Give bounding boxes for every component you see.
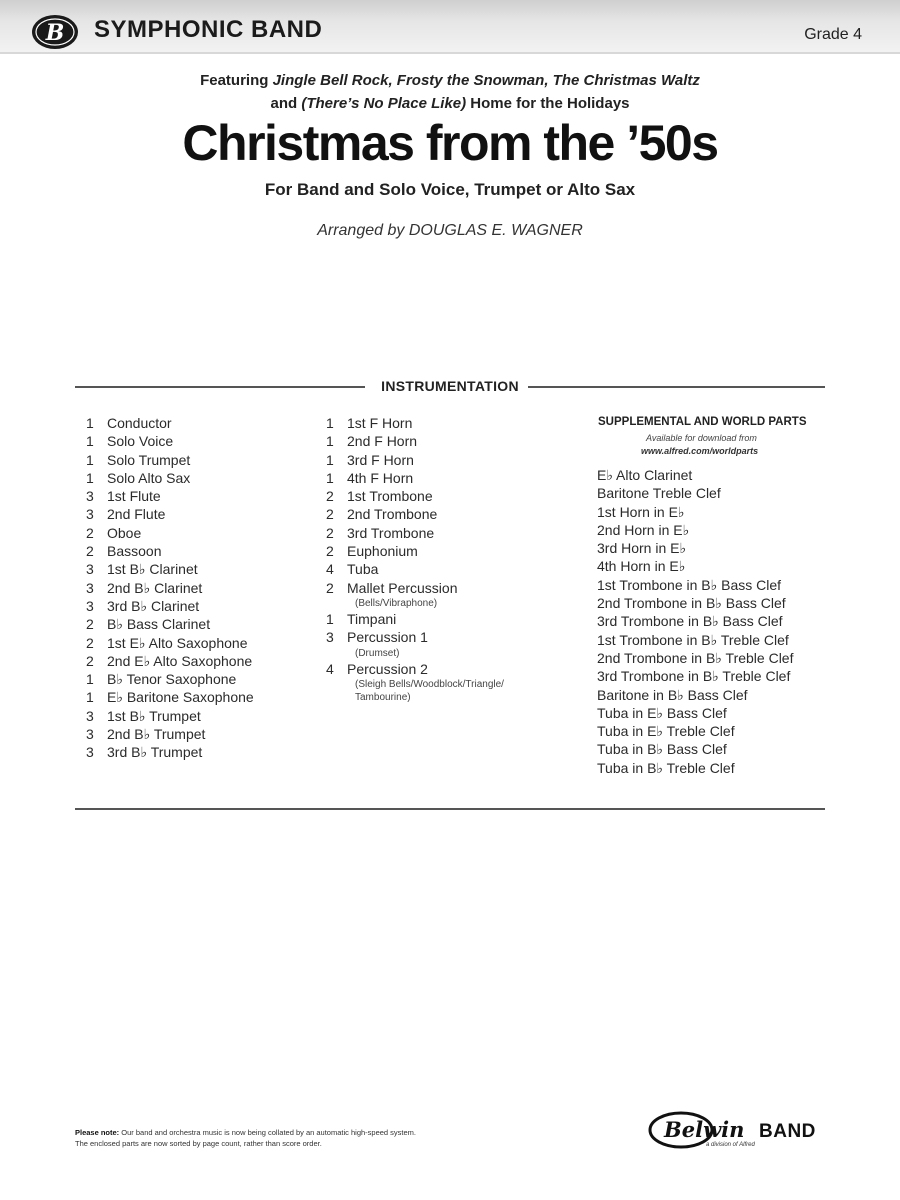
instrument-name: Solo Alto Sax [107, 469, 191, 486]
part-quantity: 1 [326, 433, 334, 450]
instrument-row [86, 469, 254, 487]
instrument-name: 3rd Trombone [347, 524, 435, 541]
instrument-name: B♭ Bass Clarinet [107, 616, 211, 633]
part-quantity: 2 [326, 506, 334, 523]
instrument-name: 2nd B♭ Trumpet [107, 726, 206, 743]
part-quantity: 2 [86, 616, 94, 633]
instrument-row [326, 610, 504, 628]
instrument-note: (Drumset) [355, 647, 400, 659]
series-name: SYMPHONIC BAND [94, 16, 323, 43]
instrument-row [86, 524, 254, 542]
part-quantity: 1 [326, 469, 334, 486]
instrument-name: 3rd F Horn [347, 451, 414, 468]
supplemental-part: Tuba in E♭ Treble Clef [597, 723, 735, 740]
publisher-band-label: BAND [759, 1121, 816, 1142]
instrument-name: 1st E♭ Alto Saxophone [107, 634, 248, 651]
instrument-row [86, 487, 254, 505]
supplemental-part: 2nd Trombone in B♭ Bass Clef [597, 595, 786, 612]
part-quantity: 3 [86, 726, 94, 743]
instrument-name: Percussion 2 [347, 660, 428, 677]
instrument-name: Solo Voice [107, 433, 174, 450]
instrument-row [86, 414, 254, 432]
instrument-name: Euphonium [347, 543, 418, 560]
instrument-name: Conductor [107, 415, 172, 431]
part-quantity: 3 [86, 707, 94, 724]
heading-rule-right [528, 386, 825, 388]
instrument-row [86, 670, 254, 688]
instrument-row [326, 469, 504, 487]
part-quantity: 3 [86, 488, 94, 505]
instrument-name: 4th F Horn [347, 469, 414, 486]
instrument-name: Mallet Percussion [347, 579, 458, 596]
instrument-name: 2nd E♭ Alto Saxophone [107, 652, 253, 669]
supplemental-part: Baritone in B♭ Bass Clef [597, 686, 748, 703]
part-quantity: 2 [326, 524, 334, 541]
part-quantity: 1 [86, 671, 94, 688]
instrument-name: 1st B♭ Trumpet [107, 707, 201, 724]
supplemental-part: 3rd Trombone in B♭ Bass Clef [597, 613, 783, 630]
instrumentation-heading: INSTRUMENTATION [381, 378, 519, 394]
instrument-row [326, 628, 504, 646]
svg-text:B: B [45, 20, 65, 46]
part-quantity: 2 [86, 634, 94, 651]
supplemental-part: 3rd Horn in E♭ [597, 540, 687, 557]
instrument-name: 1st Trombone [347, 488, 433, 505]
instrument-name: B♭ Tenor Saxophone [107, 671, 237, 688]
instrumentation-bottom-rule [75, 808, 825, 810]
instrument-row [326, 505, 504, 523]
part-quantity: 3 [86, 744, 94, 761]
instrument-name: 3rd B♭ Clarinet [107, 597, 200, 614]
instrument-row [86, 597, 254, 615]
publisher-division: a division of Alfred [706, 1142, 755, 1148]
heading-rule-left [75, 386, 365, 388]
instrument-row [86, 634, 254, 652]
supplemental-parts-list [597, 466, 794, 777]
collation-note: Please note: Our band and orchestra music is now being collated by an automatic high-speed system. The enclosed parts are now sorted by page count, rather than score order. [75, 1128, 417, 1148]
supplemental-part: Tuba in B♭ Treble Clef [597, 759, 735, 776]
instrument-column-2 [326, 414, 504, 704]
instrument-name: Oboe [107, 524, 142, 541]
instrument-row [86, 707, 254, 725]
instrument-row [86, 743, 254, 761]
part-quantity: 1 [86, 415, 94, 431]
instrument-name: 1st Flute [107, 488, 161, 505]
part-quantity: 3 [86, 597, 94, 614]
piece-title: Christmas from the ’50s [182, 115, 718, 171]
arranger-credit: Arranged by DOUGLAS E. WAGNER [317, 222, 583, 239]
supplemental-part: 2nd Horn in E♭ [597, 521, 690, 538]
instrument-note: Tambourine) [355, 691, 411, 703]
part-quantity: 1 [86, 451, 94, 468]
supplemental-part: 2nd Trombone in B♭ Treble Clef [597, 649, 794, 666]
part-quantity: 2 [326, 543, 334, 560]
supplemental-part: 4th Horn in E♭ [597, 558, 686, 575]
supplemental-title: SUPPLEMENTAL AND WORLD PARTS [598, 416, 807, 428]
piece-subtitle: For Band and Solo Voice, Trumpet or Alto Sax [264, 180, 636, 199]
part-quantity: 1 [326, 610, 334, 627]
instrument-name: Bassoon [107, 543, 162, 560]
part-quantity: 1 [86, 689, 94, 706]
instrument-row [326, 414, 504, 432]
supplemental-part: Baritone Treble Clef [597, 485, 721, 502]
supplemental-url-link[interactable]: www.alfred.com/worldparts [641, 446, 759, 456]
supplemental-part: 1st Trombone in B♭ Treble Clef [597, 631, 789, 648]
supplemental-part: 1st Trombone in B♭ Bass Clef [597, 576, 782, 593]
featuring-line: Featuring Jingle Bell Rock, Frosty the Snowman, The Christmas Waltz and (There’s No Place Like) Home for the Holidays [200, 72, 700, 112]
instrument-row [326, 432, 504, 450]
part-quantity: 2 [86, 543, 94, 560]
instrument-row [86, 688, 254, 706]
grade-label: Grade 4 [804, 26, 862, 43]
instrument-row [86, 579, 254, 597]
instrument-note: (Sleigh Bells/Woodblock/Triangle/ [355, 678, 504, 690]
instrument-name: 1st B♭ Clarinet [107, 561, 198, 578]
instrument-name: Tuba [347, 561, 379, 578]
instrument-name: Solo Trumpet [107, 451, 191, 468]
part-quantity: 3 [326, 629, 334, 646]
supplemental-part: Tuba in B♭ Bass Clef [597, 741, 727, 758]
part-quantity: 2 [86, 524, 94, 541]
instrument-row [86, 615, 254, 633]
instrument-row [86, 432, 254, 450]
instrument-row [86, 451, 254, 469]
instrument-row [86, 652, 254, 670]
part-quantity: 2 [326, 488, 334, 505]
instrument-name: 1st F Horn [347, 415, 413, 431]
instrument-row [86, 725, 254, 743]
part-quantity: 3 [86, 561, 94, 578]
instrument-row [326, 579, 504, 597]
part-quantity: 1 [326, 415, 334, 431]
instrument-name: Timpani [347, 610, 397, 627]
part-quantity: 2 [326, 579, 334, 596]
supplemental-part: 1st Horn in E♭ [597, 503, 685, 520]
instrument-name: 2nd F Horn [347, 433, 418, 450]
instrument-row [326, 487, 504, 505]
instrument-row [326, 660, 504, 678]
supplemental-part: Tuba in E♭ Bass Clef [597, 704, 727, 721]
instrument-name: 2nd Trombone [347, 506, 438, 523]
instrument-name: E♭ Baritone Saxophone [107, 689, 254, 706]
instrument-row [326, 542, 504, 560]
supplemental-part: E♭ Alto Clarinet [597, 467, 693, 483]
part-quantity: 2 [86, 652, 94, 669]
part-quantity: 3 [86, 506, 94, 523]
supplemental-availability: Available for download from [646, 433, 757, 443]
instrument-row [326, 560, 504, 578]
instrument-note: (Bells/Vibraphone) [355, 597, 438, 609]
instrument-row [326, 524, 504, 542]
instrument-name: 2nd B♭ Clarinet [107, 579, 203, 596]
instrument-name: 2nd Flute [107, 506, 166, 523]
supplemental-part: 3rd Trombone in B♭ Treble Clef [597, 668, 791, 685]
instrument-row [86, 542, 254, 560]
part-quantity: 4 [326, 561, 334, 578]
part-quantity: 3 [86, 579, 94, 596]
part-quantity: 1 [86, 433, 94, 450]
instrument-row [326, 451, 504, 469]
header-bar [0, 0, 900, 54]
instrument-name: Percussion 1 [347, 629, 428, 646]
publisher-wordmark: Belwin [664, 1117, 745, 1142]
instrument-name: 3rd B♭ Trumpet [107, 744, 203, 761]
instrument-row [86, 505, 254, 523]
instrument-row [86, 560, 254, 578]
part-quantity: 1 [326, 451, 334, 468]
part-quantity: 1 [86, 469, 94, 486]
part-quantity: 4 [326, 660, 334, 677]
instrument-column-1 [86, 414, 254, 762]
symphonic-band-logo [30, 12, 80, 52]
